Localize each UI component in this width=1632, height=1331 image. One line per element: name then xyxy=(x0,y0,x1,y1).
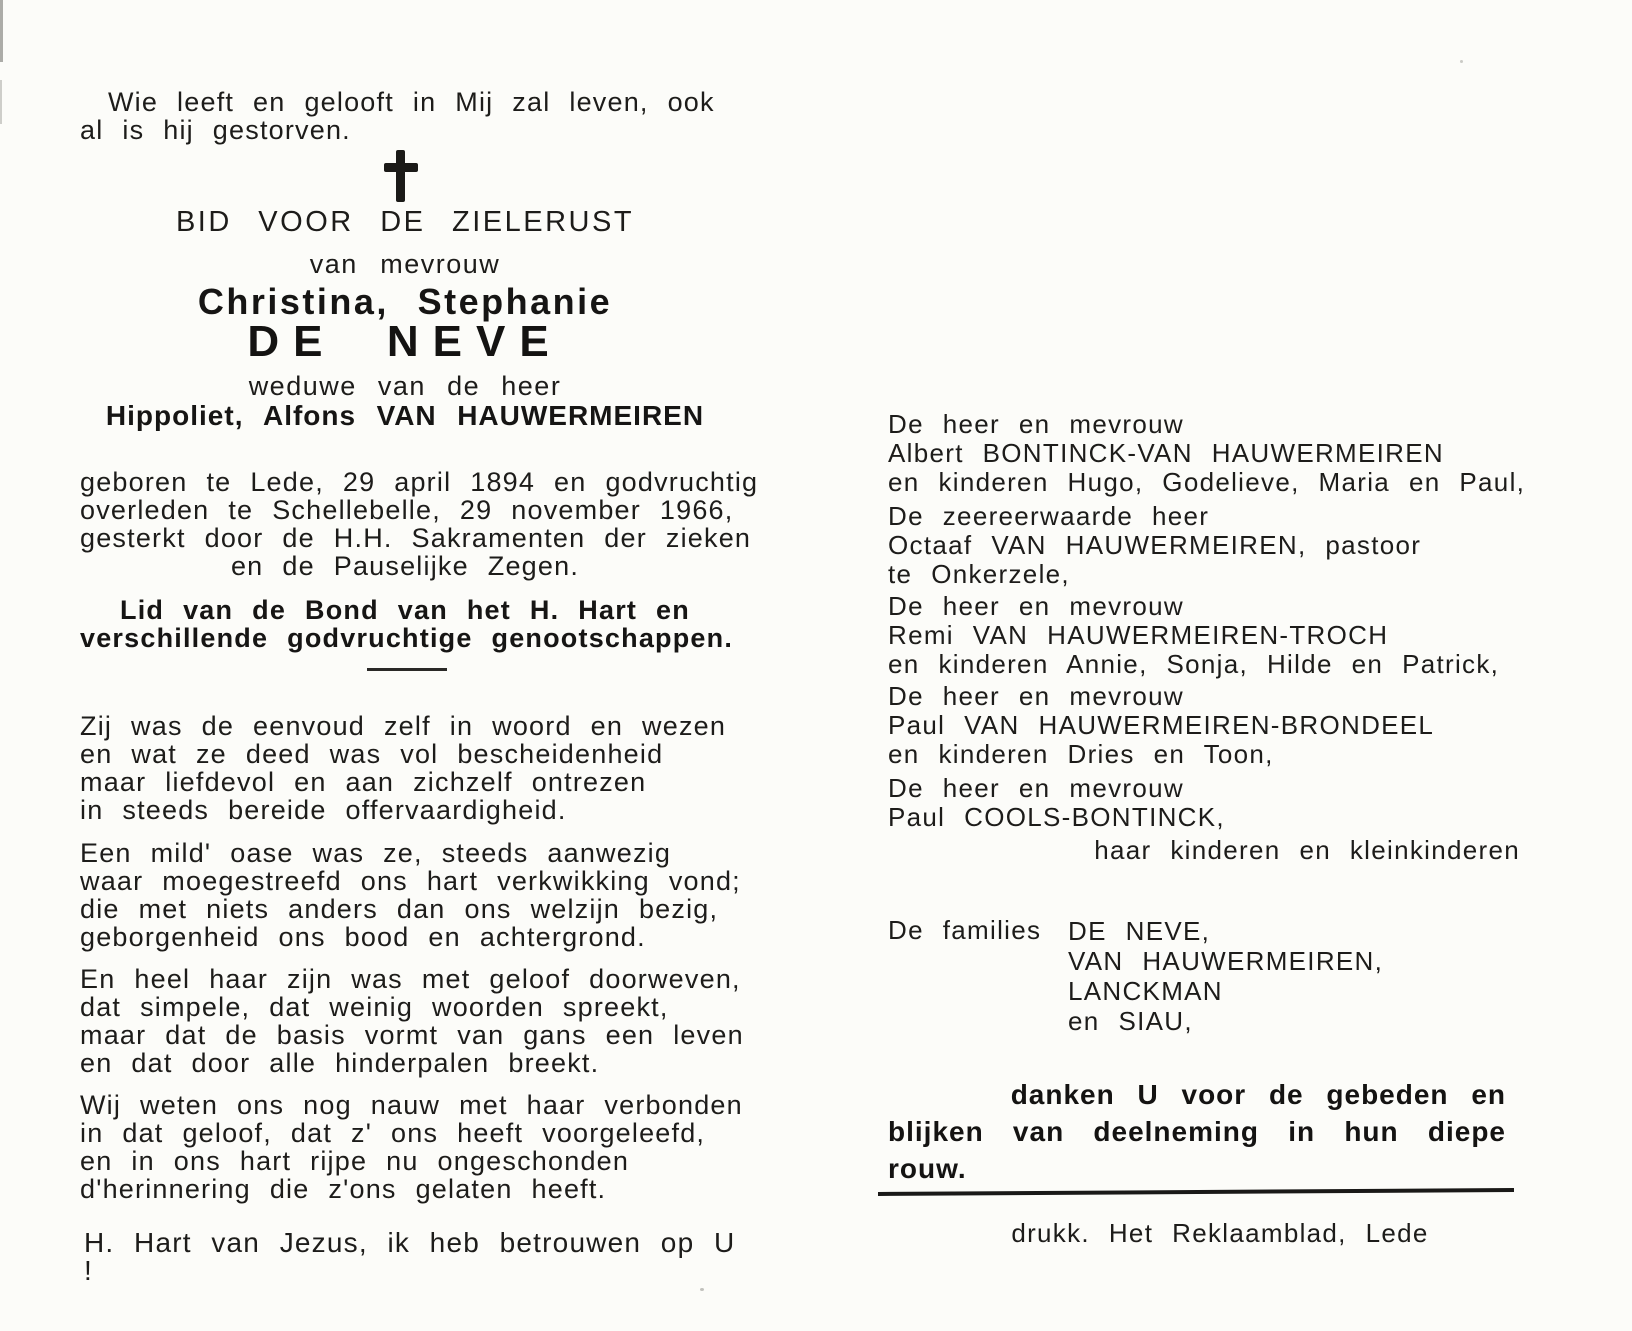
stanza-line: en in ons hart rijpe nu ongeschonden xyxy=(80,1146,630,1176)
stanza-line: in steeds bereide offervaardigheid. xyxy=(80,795,567,825)
thanks-statement xyxy=(888,1076,1506,1187)
scan-artifact xyxy=(0,0,3,62)
stanza-line: en dat door alle hinderpalen breekt. xyxy=(80,1048,600,1078)
family-name: DE NEVE, xyxy=(1068,916,1211,946)
stanza-line: en wat ze deed was vol bescheidenheid xyxy=(80,739,664,769)
mourner-line: De zeereerwaarde heer xyxy=(888,501,1210,531)
membership-paragraph xyxy=(80,595,734,653)
mourner-entry xyxy=(888,682,1524,769)
scan-artifact xyxy=(1460,60,1463,63)
life-dates-paragraph xyxy=(80,467,759,581)
stanza-line: En heel haar zijn was met geloof doorweven, xyxy=(80,964,741,994)
life-dates-line: overleden te Schellebelle, 29 november 1966, xyxy=(80,495,734,525)
mourner-line: Paul COOLS-BONTINCK, xyxy=(888,802,1225,832)
deceased-family-name: DE NEVE xyxy=(247,317,563,366)
mourner-line: Remi VAN HAUWERMEIREN-TROCH xyxy=(888,620,1389,650)
mourner-entry xyxy=(888,502,1524,589)
mourner-line: Paul VAN HAUWERMEIREN-BRONDEEL xyxy=(888,710,1435,740)
deceased-given-names: Christina, Stephanie xyxy=(197,281,613,322)
scan-artifact xyxy=(700,1288,704,1291)
mourner-line: De heer en mevrouw xyxy=(888,409,1184,439)
mourner-line: De heer en mevrouw xyxy=(888,591,1184,621)
stanza-line: die met niets anders dan ons welzijn bezig, xyxy=(80,894,719,924)
mourner-entry xyxy=(888,592,1524,679)
stanza-line: dat simpele, dat weinig woorden spreekt, xyxy=(80,992,669,1022)
mourner-line: en kinderen Dries en Toon, xyxy=(888,739,1274,769)
stanza-line: geborgenheid ons bood en achtergrond. xyxy=(80,922,646,952)
quote-line: Wie leeft en gelooft in Mij zal leven, ook xyxy=(108,87,715,117)
thanks-line: blijken van deelneming in hun diepe rouw. xyxy=(888,1116,1506,1184)
poem-stanza xyxy=(80,839,740,951)
mourner-line: en kinderen Annie, Sonja, Hilde en Patrick, xyxy=(888,649,1500,679)
mourner-entry xyxy=(888,774,1524,832)
family-name: en SIAU, xyxy=(1068,1006,1193,1036)
stanza-line: waar moegestreefd ons hart verkwikking vond; xyxy=(80,866,741,896)
mourner-entry xyxy=(888,410,1524,497)
scripture-quote xyxy=(80,88,750,144)
membership-line: Lid van de Bond van het H. Hart en xyxy=(120,595,690,625)
mourner-line: Albert BONTINCK-VAN HAUWERMEIREN xyxy=(888,438,1444,468)
life-dates-line: en de Pauselijke Zegen. xyxy=(230,551,580,581)
kin-summary-line: haar kinderen en kleinkinderen xyxy=(1094,835,1520,865)
prayer-subheading: van mevrouw xyxy=(309,249,501,279)
widow-designation: weduwe van de heer xyxy=(248,371,562,401)
stanza-line: Zij was de eenvoud zelf in woord en wezen xyxy=(80,711,727,741)
scan-artifact xyxy=(0,80,2,124)
stanza-line: Een mild' oase was ze, steeds aanwezig xyxy=(80,838,672,868)
stanza-line: Wij weten ons nog nauw met haar verbonden xyxy=(80,1090,743,1120)
printer-credit: drukk. Het Reklaamblad, Lede xyxy=(1011,1218,1429,1248)
section-divider xyxy=(367,668,447,671)
prayer-heading: BID VOOR DE ZIELERUST xyxy=(175,206,635,238)
poem-stanza xyxy=(80,964,744,1078)
family-name: VAN HAUWERMEIREN, xyxy=(1068,946,1384,976)
closing-invocation: H. Hart van Jezus, ik heb betrouwen op U ! xyxy=(84,1227,736,1286)
mourner-line: Octaaf VAN HAUWERMEIREN, pastoor xyxy=(888,530,1422,560)
stanza-line: d'herinnering die z'ons gelaten heeft. xyxy=(80,1174,607,1204)
life-dates-line: gesterkt door de H.H. Sakramenten der zieken xyxy=(80,523,752,553)
stanza-line: maar liefdevol en aan zichzelf ontrezen xyxy=(80,767,647,797)
stanza-line: in dat geloof, dat z' ons heeft voorgeleefd, xyxy=(80,1118,706,1148)
life-dates-line: geboren te Lede, 29 april 1894 en godvruchtig xyxy=(80,467,759,497)
family-name: LANCKMAN xyxy=(1068,976,1223,1006)
poem-stanza xyxy=(80,1090,743,1204)
mourner-line: en kinderen Hugo, Godelieve, Maria en Paul, xyxy=(888,467,1526,497)
mourner-line: De heer en mevrouw xyxy=(888,773,1184,803)
latin-cross-icon xyxy=(384,150,418,202)
mourner-line: De heer en mevrouw xyxy=(888,681,1184,711)
families-block xyxy=(888,916,1520,1036)
quote-line: al is hij gestorven. xyxy=(80,115,351,145)
poem-stanza xyxy=(80,712,740,824)
stanza-line: maar dat de basis vormt van gans een leven xyxy=(80,1020,744,1050)
printer-rule xyxy=(878,1188,1514,1196)
families-label: De families xyxy=(888,915,1042,945)
husband-name: Hippoliet, Alfons VAN HAUWERMEIREN xyxy=(105,400,705,431)
membership-line: verschillende godvruchtige genootschappen. xyxy=(80,623,734,653)
mourner-line: te Onkerzele, xyxy=(888,559,1070,589)
thanks-line: danken U voor de gebeden en xyxy=(1010,1079,1506,1110)
